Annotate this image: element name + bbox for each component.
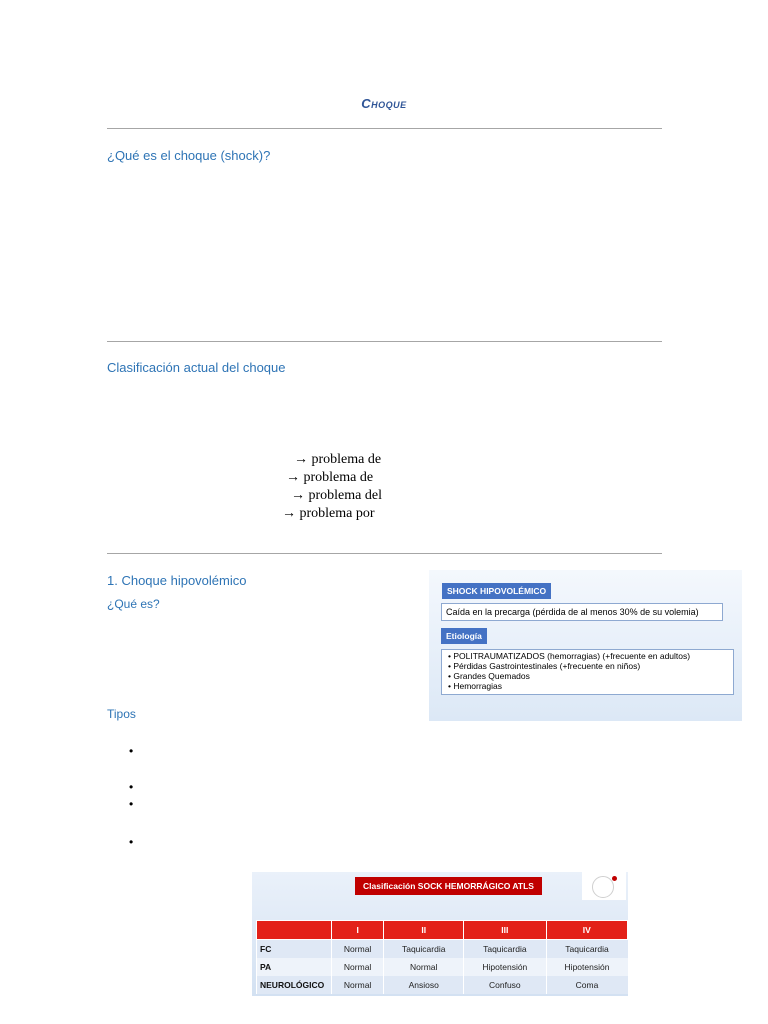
column-header: III (464, 921, 546, 940)
arrow-line: → problema de (286, 470, 374, 485)
table-cell: Ansioso (384, 976, 464, 994)
table-row (257, 958, 628, 976)
list-item: • Hemorragias (448, 681, 729, 691)
atls-table (256, 920, 628, 994)
list-item: • Grandes Quemados (448, 671, 729, 681)
table-cell: Normal (332, 958, 384, 976)
slide-etiologia-list (441, 649, 734, 695)
table-row (257, 976, 628, 994)
slide-title: Clasificación SOCK HEMORRÁGICO ATLS (355, 877, 542, 895)
divider (107, 341, 662, 342)
arrow-line: → problema de (294, 452, 382, 467)
slide-etiologia-header: Etiología (441, 628, 487, 644)
subheading-que-es: ¿Qué es? (107, 597, 160, 611)
logo-icon (582, 872, 626, 900)
column-header (257, 921, 332, 940)
table-cell: Hipotensión (464, 958, 546, 976)
list-item: • POLITRAUMATIZADOS (hemorragias) (+frecuente en adultos) (448, 651, 729, 661)
table-cell: Normal (384, 958, 464, 976)
table-cell: Confuso (464, 976, 546, 994)
bullet: • (129, 797, 134, 811)
subheading-tipos: Tipos (107, 707, 136, 721)
section-heading-que-es: ¿Qué es el choque (shock)? (107, 148, 271, 163)
bullet: • (129, 835, 134, 849)
table-cell: Hipotensión (546, 958, 628, 976)
bullet: • (129, 780, 134, 794)
divider (107, 128, 662, 129)
page-title: Choque (361, 96, 407, 111)
slide-shock-hipovolemico (429, 570, 742, 721)
row-label: NEUROLÓGICO (257, 976, 332, 994)
table-cell: Taquicardia (546, 940, 628, 959)
column-header: IV (546, 921, 628, 940)
list-item: • Pérdidas Gastrointestinales (+frecuente en niños) (448, 661, 729, 671)
table-cell: Normal (332, 976, 384, 994)
section-heading-hipovolemico: 1. Choque hipovolémico (107, 573, 247, 588)
table-cell: Taquicardia (384, 940, 464, 959)
slide-header: SHOCK HIPOVOLÉMICO (442, 583, 551, 599)
table-cell: Taquicardia (464, 940, 546, 959)
table-cell: Coma (546, 976, 628, 994)
column-header: II (384, 921, 464, 940)
row-label: FC (257, 940, 332, 959)
table-header-row (257, 921, 628, 940)
column-header: I (332, 921, 384, 940)
slide-definition: Caída en la precarga (pérdida de al menos 30% de su volemia) (441, 603, 723, 621)
table-cell: Normal (332, 940, 384, 959)
arrow-line: → problema por (282, 506, 375, 521)
arrow-line: → problema del (291, 488, 382, 503)
divider (107, 553, 662, 554)
row-label: PA (257, 958, 332, 976)
slide-atls-classification (252, 872, 628, 996)
table-row (257, 940, 628, 959)
section-heading-clasificacion: Clasificación actual del choque (107, 360, 286, 375)
bullet: • (129, 744, 134, 758)
